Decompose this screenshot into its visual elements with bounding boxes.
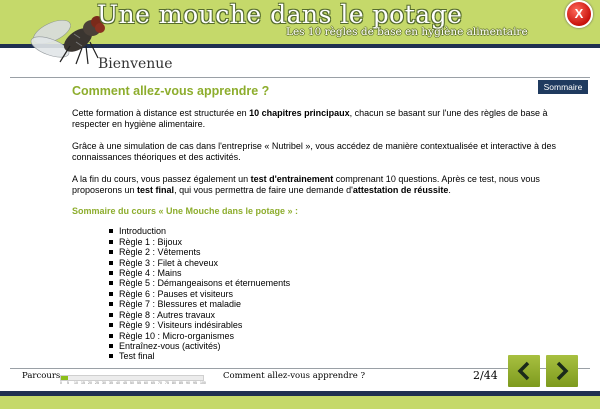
progress-tick-label: 65 (151, 381, 155, 385)
progress-tick-label: 40 (116, 381, 120, 385)
progress-tick-label: 90 (186, 381, 190, 385)
prev-button[interactable] (508, 355, 540, 387)
progress-tick-label: 10 (74, 381, 78, 385)
summary-item: Règle 8 : Autres travaux (109, 310, 572, 320)
summary-item: Règle 3 : Filet à cheveux (109, 258, 572, 268)
chevron-left-icon (515, 361, 533, 381)
chapter-title: Comment allez-vous apprendre ? (223, 371, 366, 381)
test-paragraph (72, 174, 572, 197)
summary-item: Entraînez-vous (activités) (109, 341, 572, 351)
text: Cette formation à distance est structurée en (72, 108, 250, 118)
parcours-label: Parcours (22, 371, 61, 381)
divider (10, 77, 590, 78)
close-icon[interactable]: X (565, 0, 593, 28)
summary-item: Règle 10 : Micro-organismes (109, 331, 572, 341)
summary-list (72, 226, 572, 361)
summary-item: Introduction (109, 226, 572, 236)
progress-tick-label: 85 (179, 381, 183, 385)
progress-tick-label: 25 (95, 381, 99, 385)
summary-item: Test final (109, 351, 572, 361)
progress-tick-label: 15 (81, 381, 85, 385)
progress-tick-label: 100 (200, 381, 206, 385)
text-bold: test d'entrainement (250, 173, 334, 184)
welcome-label: Bienvenue (98, 56, 173, 72)
summary-item: Règle 4 : Mains (109, 268, 572, 278)
footer-band (0, 396, 600, 409)
app-subtitle: Les 10 règles de base en hygiène alimentaire (286, 26, 528, 38)
progress-tick-label: 30 (102, 381, 106, 385)
progress-tick-label: 60 (144, 381, 148, 385)
progress-tick-label: 70 (158, 381, 162, 385)
page-title: Comment allez-vous apprendre ? (72, 84, 270, 98)
sommaire-button[interactable]: Sommaire (538, 80, 588, 94)
progress-tick-label: 5 (67, 381, 69, 385)
simulation-paragraph: Grâce à une simulation de cas dans l'entreprise « Nutribel », vous accédez de manière contextualisée et interactive à des connaissances théoriques et des activités. (72, 140, 556, 163)
progress-tick-label: 55 (137, 381, 141, 385)
next-button[interactable] (546, 355, 578, 387)
text: , chacun se basant sur l'une des règles de base à respecter en hygiène alimentaire. (72, 108, 548, 130)
summary-item: Règle 6 : Pauses et visiteurs (109, 289, 572, 299)
text: . (448, 185, 451, 196)
text-bold: 10 chapitres principaux (249, 108, 350, 118)
summary-item: Règle 2 : Vêtements (109, 247, 572, 257)
chevron-right-icon (553, 361, 571, 381)
progress-tick-label: 20 (88, 381, 92, 385)
progress-tick-label: 75 (165, 381, 169, 385)
progress-ticks (60, 381, 204, 387)
progress-tick-label: 50 (130, 381, 134, 385)
intro-paragraph (72, 108, 572, 131)
text-bold: test final (137, 185, 175, 196)
main-content (72, 84, 572, 362)
summary-item: Règle 9 : Visiteurs indésirables (109, 320, 572, 330)
text: , qui vous permettra de faire une demande d' (174, 185, 353, 196)
text-bold: attestation de réussite (352, 185, 449, 196)
divider (10, 368, 590, 369)
text: comprenant 10 questions. Après ce test, nous vous proposerons un (72, 173, 540, 196)
progress-tick-label: 80 (172, 381, 176, 385)
summary-item: Règle 7 : Blessures et maladie (109, 299, 572, 309)
progress-tick-label: 35 (109, 381, 113, 385)
summary-item: Règle 1 : Bijoux (109, 237, 572, 247)
progress-tick-label: 45 (123, 381, 127, 385)
summary-item: Règle 5 : Démangeaisons et éternuements (109, 278, 572, 288)
summary-heading: Sommaire du cours « Une Mouche dans le potage » : (72, 206, 299, 217)
progress-tick-label: 0 (60, 381, 62, 385)
text: A la fin du cours, vous passez également un (72, 173, 251, 184)
page-indicator: 2/44 (473, 369, 498, 382)
progress-fill (61, 376, 68, 380)
progress-tick-label: 95 (193, 381, 197, 385)
app-title: Une mouche dans le potage (97, 0, 463, 29)
